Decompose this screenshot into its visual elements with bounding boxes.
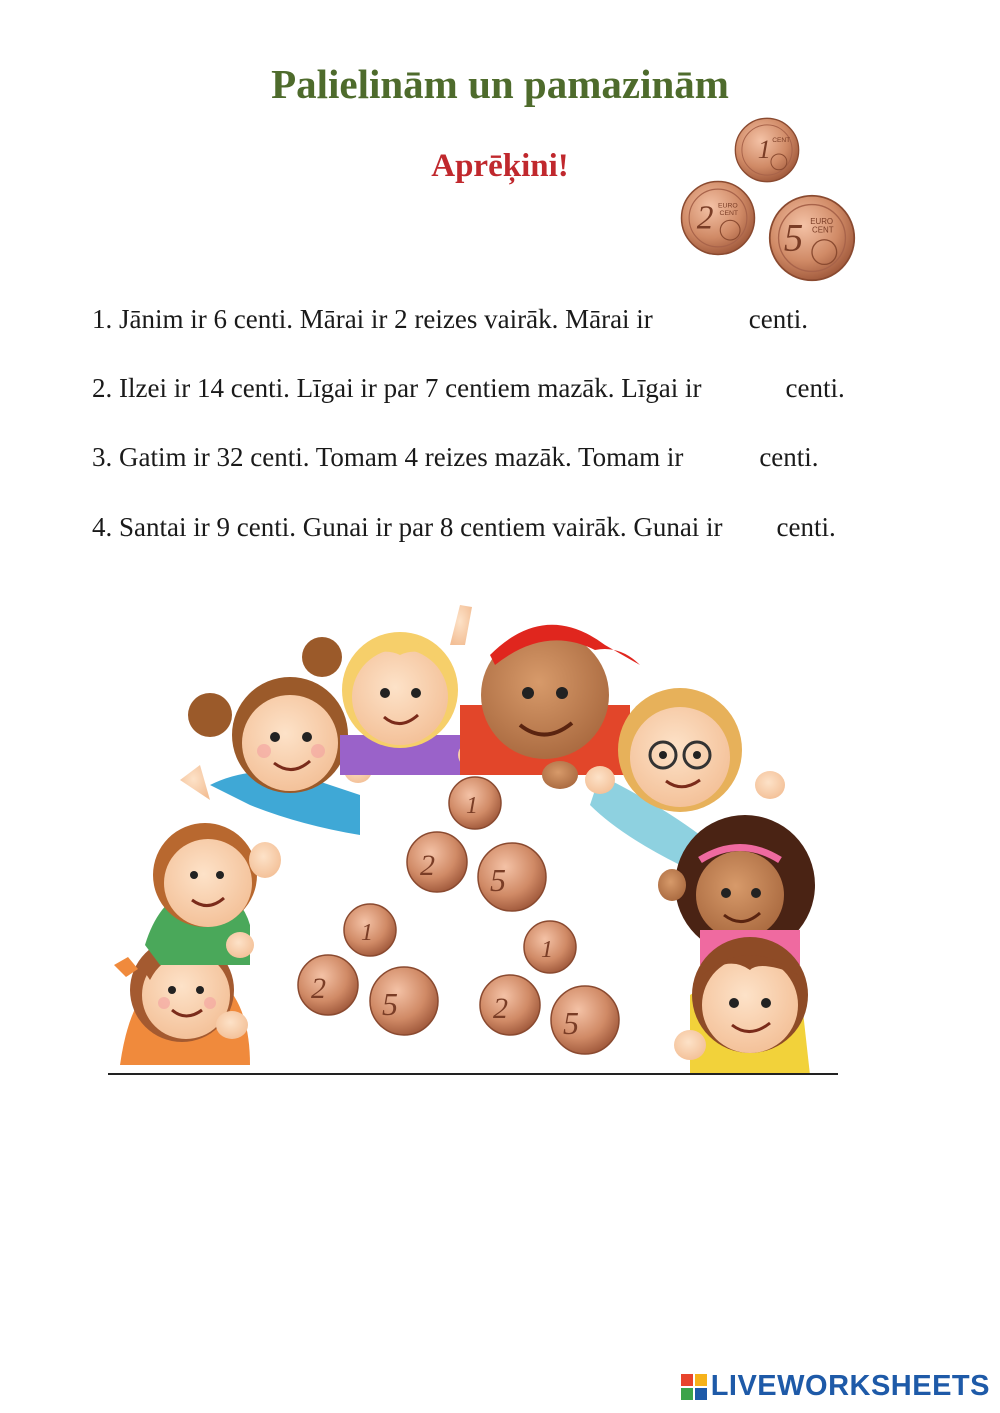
- svg-text:CENT: CENT: [772, 137, 791, 145]
- page-title: Palielinām un pamazinām: [271, 61, 729, 107]
- question-1: [92, 302, 808, 340]
- coin-group-top: [672, 112, 862, 290]
- svg-text:5: 5: [490, 862, 506, 898]
- kid-icon: [460, 625, 640, 789]
- question-2-answer-input[interactable]: [702, 373, 786, 409]
- svg-text:2: 2: [696, 199, 714, 237]
- svg-text:1: 1: [361, 920, 373, 946]
- question-2-unit: centi.: [785, 373, 845, 403]
- question-4-text: 4. Santai ir 9 centi. Gunai ir par 8 centiem vairāk. Gunai ir: [92, 512, 723, 542]
- svg-text:CENT: CENT: [719, 209, 739, 217]
- svg-text:CENT: CENT: [812, 225, 834, 235]
- question-1-answer-input[interactable]: [653, 304, 749, 340]
- question-2: [92, 371, 845, 409]
- svg-text:EURO: EURO: [810, 216, 834, 226]
- question-4: [92, 510, 836, 548]
- coin-5-cent-icon: [478, 843, 546, 911]
- question-4-answer-input[interactable]: [723, 512, 777, 548]
- liveworksheets-logo-icon: [681, 1374, 707, 1400]
- question-2-text: 2. Ilzei ir 14 centi. Līgai ir par 7 centiem mazāk. Līgai ir: [92, 373, 702, 403]
- question-1-text: 1. Jānim ir 6 centi. Mārai ir 2 reizes vairāk. Mārai ir: [92, 304, 653, 334]
- brand-name: LIVEWORKSHEETS: [710, 1370, 990, 1402]
- svg-text:1: 1: [466, 793, 478, 819]
- svg-text:5: 5: [783, 216, 804, 260]
- kid-icon: [145, 823, 281, 965]
- svg-text:2: 2: [420, 849, 435, 882]
- page-subtitle: Aprēķini!: [431, 148, 569, 184]
- svg-text:2: 2: [311, 972, 326, 1005]
- question-3: [92, 440, 819, 478]
- svg-text:EURO: EURO: [718, 202, 738, 210]
- coin-5-cent-icon: [768, 194, 856, 282]
- coin-2-cent-icon: [298, 955, 358, 1015]
- coin-2-cent-icon: [407, 832, 467, 892]
- coin-1-cent-icon: [449, 777, 501, 829]
- ground-line: [108, 1073, 838, 1075]
- question-3-answer-input[interactable]: [683, 442, 759, 478]
- coin-2-cent-icon: [680, 180, 756, 256]
- kids-illustration: [100, 585, 845, 1080]
- footer-brand[interactable]: [681, 1370, 990, 1403]
- coin-5-cent-icon: [370, 967, 438, 1035]
- coin-1-cent-icon: [344, 904, 396, 956]
- svg-text:2: 2: [493, 992, 508, 1025]
- coin-value-text: 1: [757, 133, 771, 164]
- coin-5-cent-icon: [551, 986, 619, 1054]
- coin-1-cent-icon: [734, 117, 800, 183]
- svg-text:5: 5: [382, 986, 398, 1022]
- kid-icon: [674, 937, 810, 1075]
- question-3-text: 3. Gatim ir 32 centi. Tomam 4 reizes mazāk. Tomam ir: [92, 442, 684, 472]
- coin-1-cent-icon: [524, 921, 576, 973]
- svg-text:1: 1: [541, 937, 553, 963]
- question-4-unit: centi.: [776, 512, 836, 542]
- coin-2-cent-icon: [480, 975, 540, 1035]
- svg-text:5: 5: [563, 1005, 579, 1041]
- question-3-unit: centi.: [759, 442, 819, 472]
- question-1-unit: centi.: [748, 304, 809, 334]
